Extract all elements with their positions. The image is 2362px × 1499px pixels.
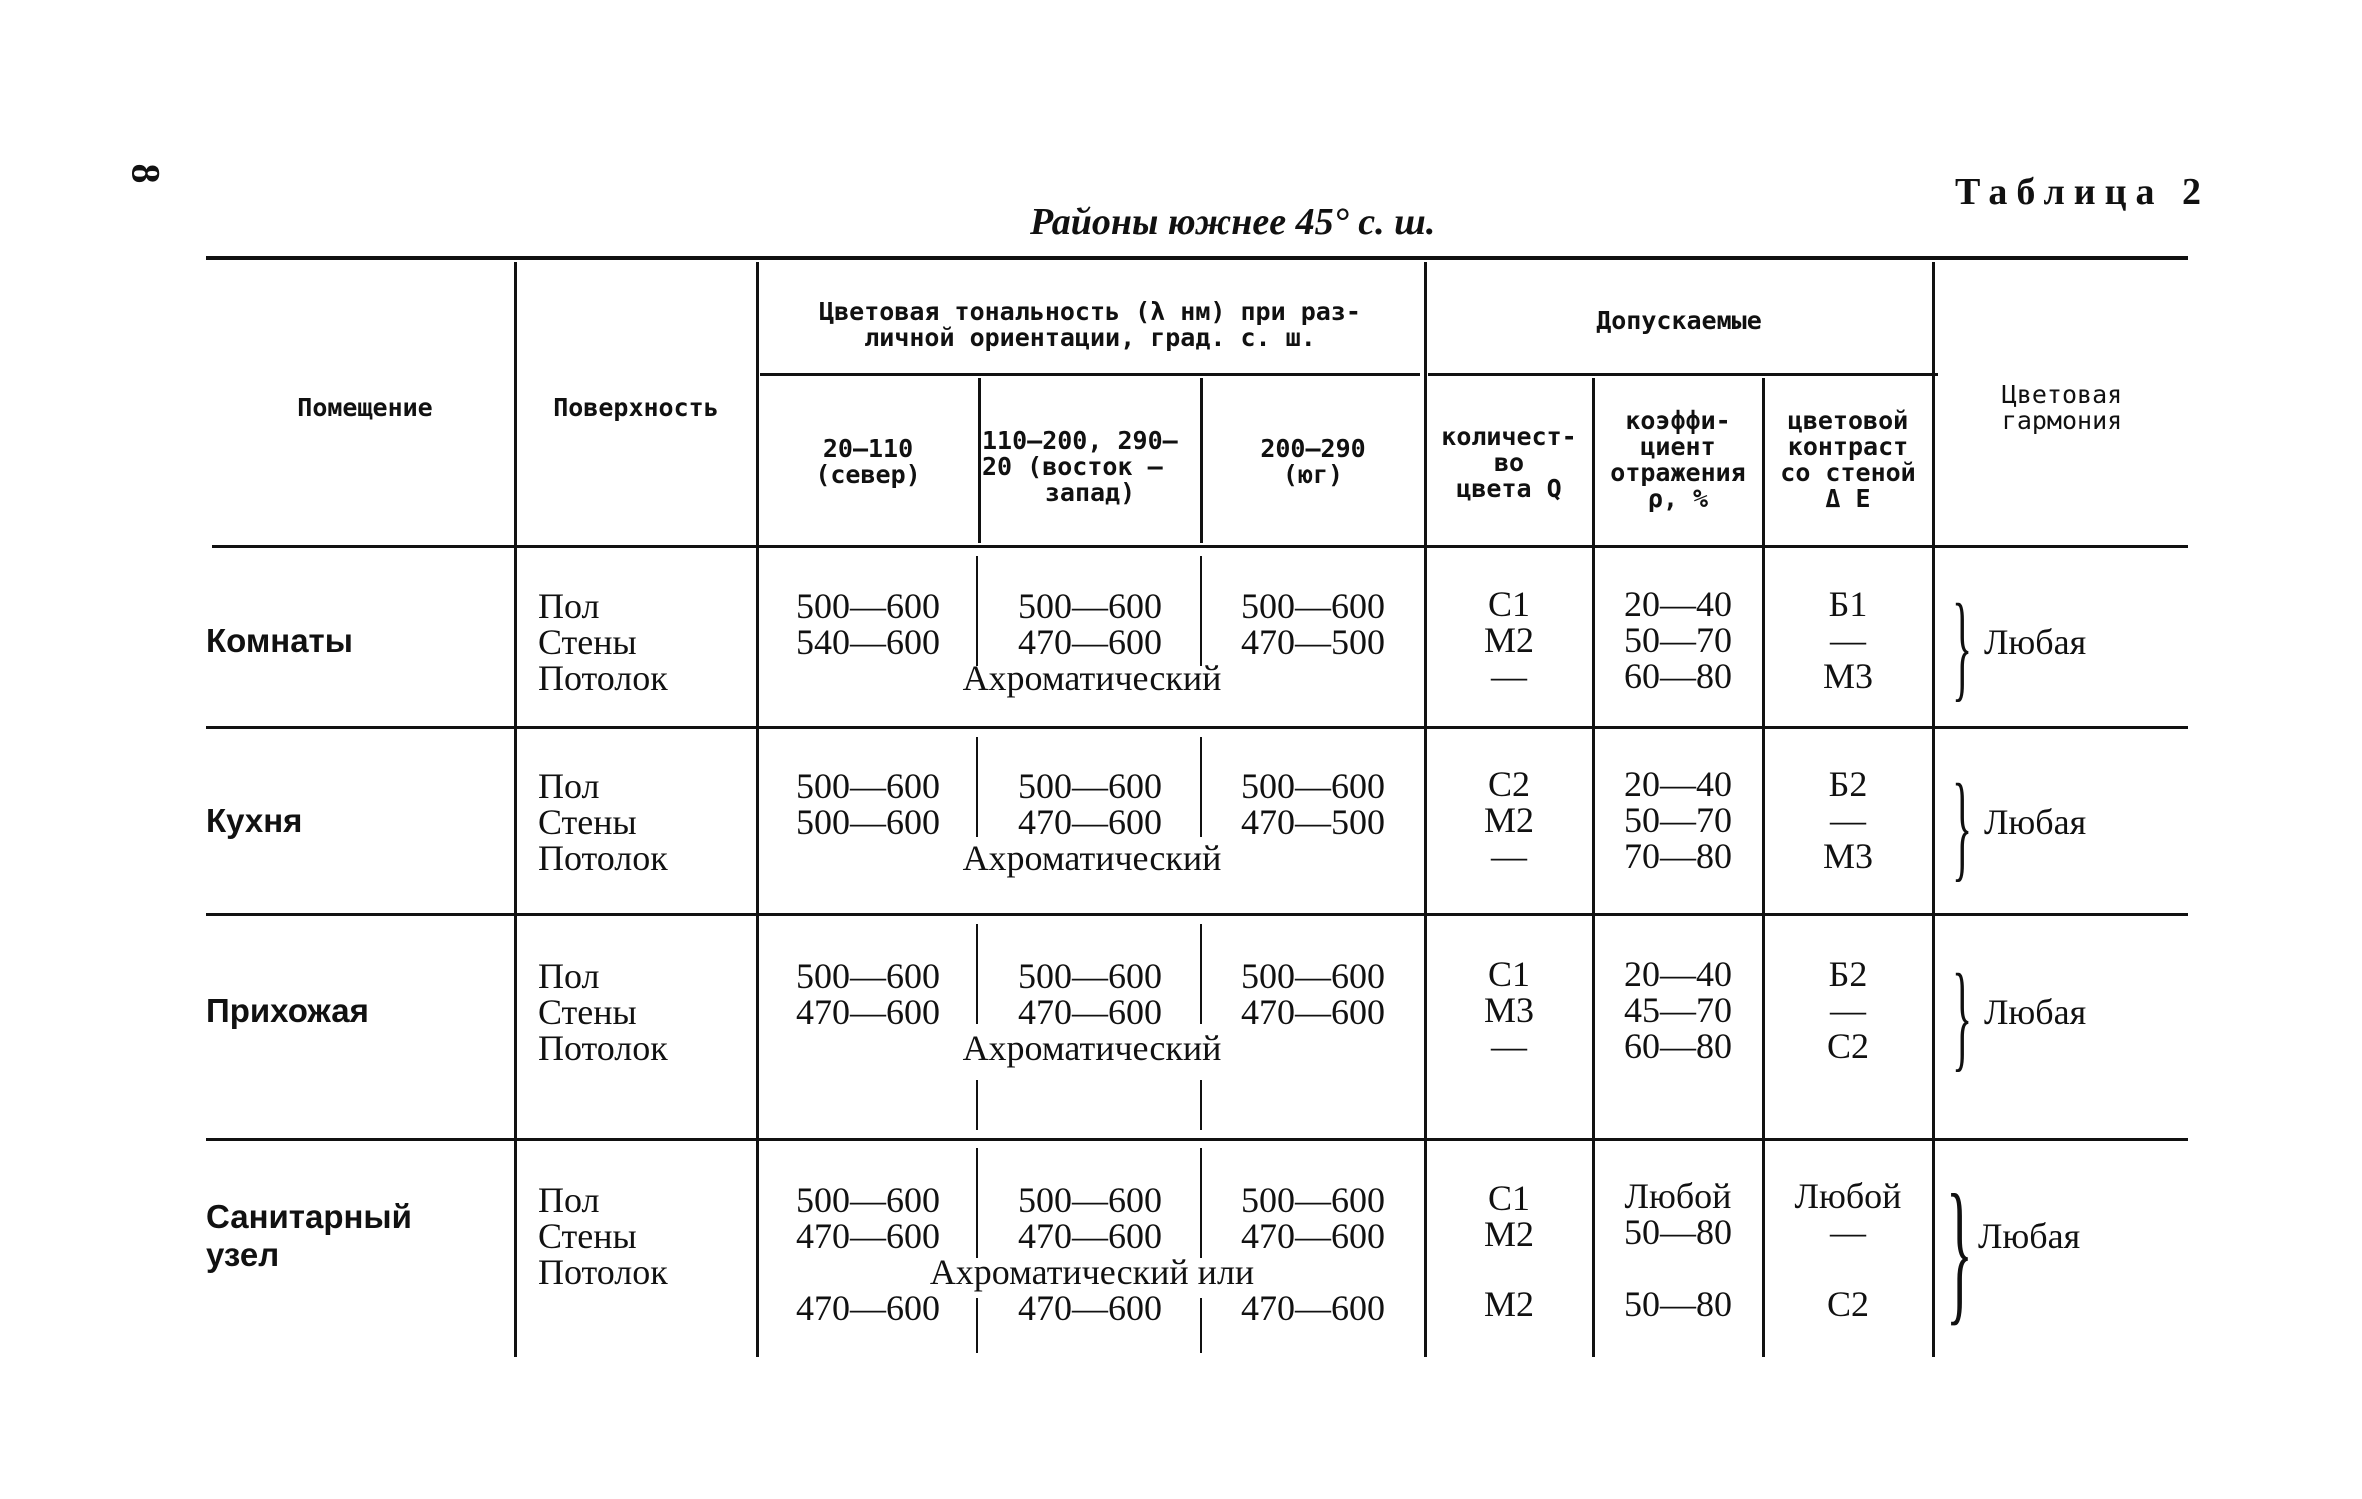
south-value-alt: 470—600 xyxy=(1241,1288,1385,1328)
col-line-allowed xyxy=(1424,262,1427,1357)
harmony-brace: } xyxy=(1952,759,1973,892)
north-values: 500—600 470—600 xyxy=(796,956,940,1032)
room-name: Кухня xyxy=(206,802,303,839)
room-name: Комнаты xyxy=(206,622,353,659)
header-orient-eastwest: 110—200, 290— 20 (восток — запад) xyxy=(982,426,1178,507)
south-values: 500—600 470—500 xyxy=(1241,586,1385,662)
inner-line-r3d xyxy=(1200,1080,1202,1130)
harmony-value: Любая xyxy=(1984,622,2087,662)
ceiling-note: Ахроматический xyxy=(962,838,1222,878)
north-values: 500—600 500—600 xyxy=(796,766,940,842)
south-values: 500—600 470—600 xyxy=(1241,1180,1385,1256)
eastwest-values: 500—600 470—600 xyxy=(1018,766,1162,842)
row-divider-2 xyxy=(206,913,2188,916)
inner-line-r2a xyxy=(976,737,978,837)
col-line-reflectance xyxy=(1592,378,1595,1357)
room-name: Прихожая xyxy=(206,992,369,1029)
ceiling-note: Ахроматический или xyxy=(929,1252,1255,1292)
north-values: 500—600 540—600 xyxy=(796,586,940,662)
header-contrast: цветовой контраст со стеной Δ E xyxy=(1780,406,1916,513)
page-number: 8 xyxy=(123,163,169,184)
harmony-brace: } xyxy=(1946,1161,1973,1339)
row-divider-1 xyxy=(206,726,2188,729)
header-tonality-line2: личной ориентации, град. с. ш. xyxy=(864,323,1316,352)
inner-line-r4d xyxy=(1200,1298,1202,1353)
room-name: Санитарный узел xyxy=(206,1198,412,1273)
contrast-values: Любой — xyxy=(1794,1176,1902,1252)
surface-list: Пол Стены Потолок xyxy=(538,766,668,878)
reflectance-values: 20—40 50—70 70—80 xyxy=(1624,764,1732,876)
eastwest-values: 500—600 470—600 xyxy=(1018,1180,1162,1256)
col-line-harmony xyxy=(1932,262,1935,1357)
col-line-eastwest-header xyxy=(978,378,981,543)
allowed-subheader-rule xyxy=(1428,373,1938,376)
harmony-value: Любая xyxy=(1984,802,2087,842)
col-line-north xyxy=(756,262,759,1357)
tonality-subheader-rule xyxy=(760,373,1420,376)
inner-line-r2b xyxy=(1200,737,1202,837)
header-bottom-rule xyxy=(212,545,2188,548)
surface-list: Пол Стены Потолок xyxy=(538,956,668,1068)
header-room: Помещение xyxy=(297,393,433,422)
contrast-value-alt: C2 xyxy=(1826,1284,1869,1324)
surface-list: Пол Стены Потолок xyxy=(538,586,668,698)
inner-line-r3a xyxy=(976,924,978,1024)
harmony-brace: } xyxy=(1952,579,1973,712)
header-allowed: Допускаемые xyxy=(1596,306,1762,335)
header-surface: Поверхность xyxy=(553,393,719,422)
color-count-values: C1 M2 xyxy=(1483,1178,1534,1254)
harmony-value: Любая xyxy=(1978,1216,2081,1256)
inner-line-r1a xyxy=(976,556,978,666)
col-line-surface xyxy=(514,262,517,1357)
color-count-values: C2 M2 — xyxy=(1483,764,1534,876)
north-value-alt: 470—600 xyxy=(796,1288,940,1328)
contrast-values: Б1 — M3 xyxy=(1822,584,1873,696)
inner-line-r1b xyxy=(1200,556,1202,666)
color-count-value-alt: M2 xyxy=(1483,1284,1534,1324)
reflectance-values: 20—40 45—70 60—80 xyxy=(1624,954,1732,1066)
inner-line-r4b xyxy=(1200,1148,1202,1258)
harmony-value: Любая xyxy=(1984,992,2087,1032)
reflectance-value-alt: 50—80 xyxy=(1624,1284,1732,1324)
harmony-brace: } xyxy=(1952,949,1973,1082)
contrast-values: Б2 — M3 xyxy=(1822,764,1873,876)
south-values: 500—600 470—500 xyxy=(1241,766,1385,842)
row-divider-3 xyxy=(206,1138,2188,1141)
ceiling-note: Ахроматический xyxy=(962,1028,1222,1068)
eastwest-value-alt: 470—600 xyxy=(1018,1288,1162,1328)
eastwest-values: 500—600 470—600 xyxy=(1018,586,1162,662)
eastwest-values: 500—600 470—600 xyxy=(1018,956,1162,1032)
header-harmony: Цветовая гармония xyxy=(2001,380,2123,435)
header-reflectance: коэффи- циент отражения ρ, % xyxy=(1610,406,1746,513)
south-values: 500—600 470—600 xyxy=(1241,956,1385,1032)
surface-list: Пол Стены Потолок xyxy=(538,1180,668,1292)
top-rule xyxy=(206,256,2188,260)
inner-line-r4c xyxy=(976,1298,978,1353)
col-line-south-header xyxy=(1200,378,1203,543)
header-color-count: количест- во цвета Q xyxy=(1441,422,1577,503)
inner-line-r4a xyxy=(976,1148,978,1258)
contrast-values: Б2 — C2 xyxy=(1826,954,1869,1066)
ceiling-note: Ахроматический xyxy=(962,658,1222,698)
north-values: 500—600 470—600 xyxy=(796,1180,940,1256)
color-count-values: C1 M2 — xyxy=(1483,584,1534,696)
inner-line-r3b xyxy=(1200,924,1202,1024)
color-count-values: C1 M3 — xyxy=(1483,954,1534,1066)
reflectance-values: 20—40 50—70 60—80 xyxy=(1624,584,1732,696)
header-orient-north: 20—110 (север) xyxy=(815,434,921,489)
table-label: Таблица 2 xyxy=(1955,171,2211,213)
inner-line-r3c xyxy=(976,1080,978,1130)
header-tonality xyxy=(762,299,1418,351)
reflectance-values: Любой 50—80 xyxy=(1624,1176,1732,1252)
header-tonality-line1: Цветовая тональность (λ нм) при раз- xyxy=(819,297,1361,326)
table-caption: Районы южнее 45° с. ш. xyxy=(1030,201,1436,243)
header-orient-south: 200—290 (юг) xyxy=(1260,434,1366,489)
col-line-contrast xyxy=(1762,378,1765,1357)
